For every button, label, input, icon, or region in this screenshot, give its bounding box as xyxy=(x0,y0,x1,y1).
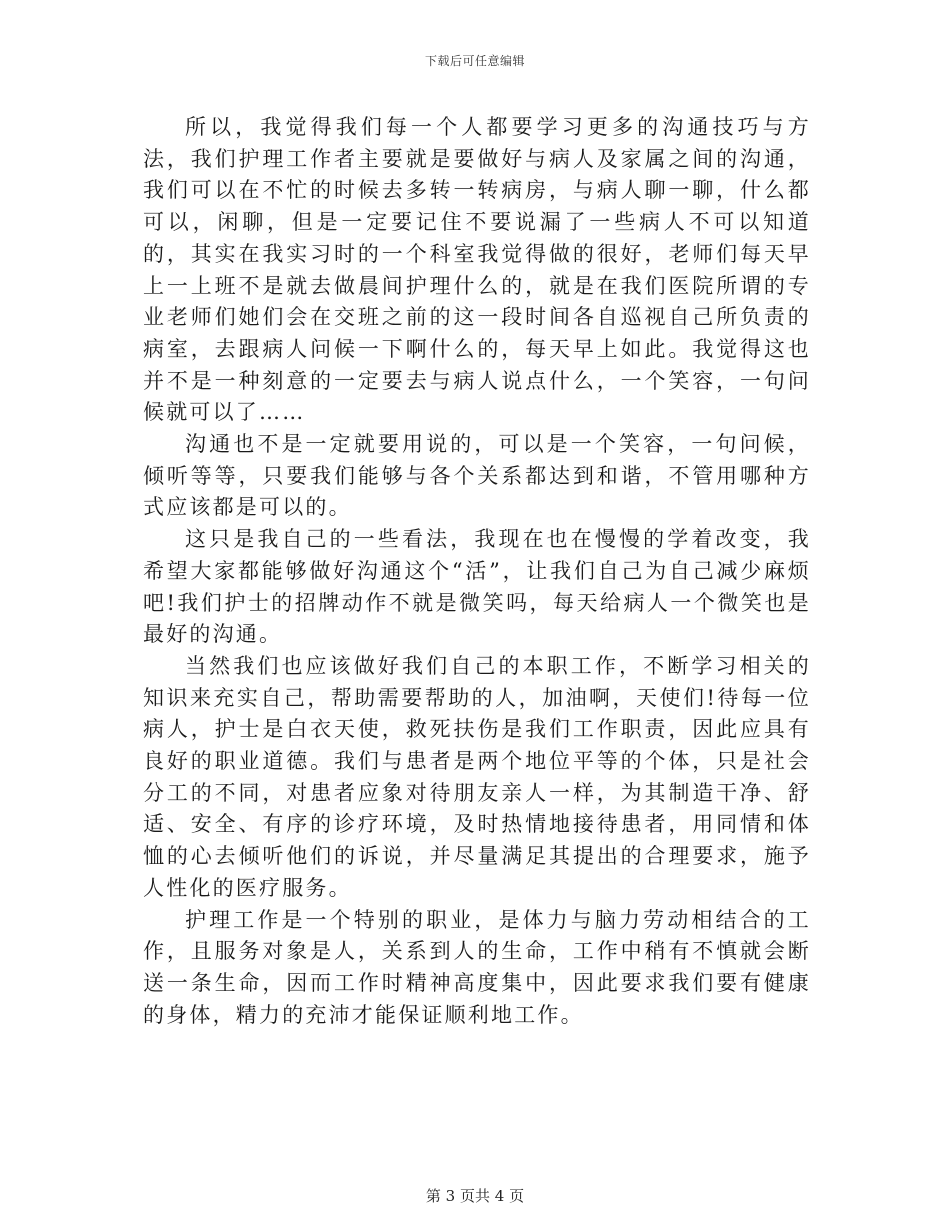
page-footer: 第 3 页共 4 页 xyxy=(425,1187,525,1205)
document-body xyxy=(143,112,811,1031)
page-header: 下载后可任意编辑 xyxy=(424,54,525,68)
paragraph-4: 当然我们也应该做好我们自己的本职工作，不断学习相关的知识来充实自己，帮助需要帮助的人，加油啊，天使们!待每一位病人，护士是白衣天使，救死扶伤是我们工作职责，因此应具有良好的职业道德。我们与患者是两个地位平等的个体，只是社会分工的不同，对患者应象对待朋友亲人一样，为其制造干净、舒适、安全、有序的诊疗环境，及时热情地接待患者，用同情和体恤的心去倾听他们的诉说，并尽量满足其提出的合理要求，施予人性化的医疗服务。 xyxy=(143,653,811,900)
paragraph-3: 这只是我自己的一些看法，我现在也在慢慢的学着改变，我希望大家都能够做好沟通这个“活”，让我们自己为自己减少麻烦吧!我们护士的招牌动作不就是微笑吗，每天给病人一个微笑也是最好的沟通。 xyxy=(143,527,811,647)
paragraph-2: 沟通也不是一定就要用说的，可以是一个笑容，一句问候，倾听等等，只要我们能够与各个关系都达到和谐，不管用哪种方式应该都是可以的。 xyxy=(143,432,811,520)
paragraph-1: 所以，我觉得我们每一个人都要学习更多的沟通技巧与方法，我们护理工作者主要就是要做好与病人及家属之间的沟通，我们可以在不忙的时候去多转一转病房，与病人聊一聊，什么都可以，闲聊，但是一定要记住不要说漏了一些病人不可以知道的，其实在我实习时的一个科室我觉得做的很好，老师们每天早上一上班不是就去做晨间护理什么的，就是在我们医院所谓的专业老师们她们会在交班之前的这一段时间各自巡视自己所负责的病室，去跟病人问候一下啊什么的，每天早上如此。我觉得这也并不是一种刻意的一定要去与病人说点什么，一个笑容，一句问候就可以了…… xyxy=(143,115,811,425)
paragraph-5: 护理工作是一个特别的职业，是体力与脑力劳动相结合的工作，且服务对象是人，关系到人的生命，工作中稍有不慎就会断送一条生命，因而工作时精神高度集中，因此要求我们要有健康的身体，精力的充沛才能保证顺利地工作。 xyxy=(143,907,811,1027)
